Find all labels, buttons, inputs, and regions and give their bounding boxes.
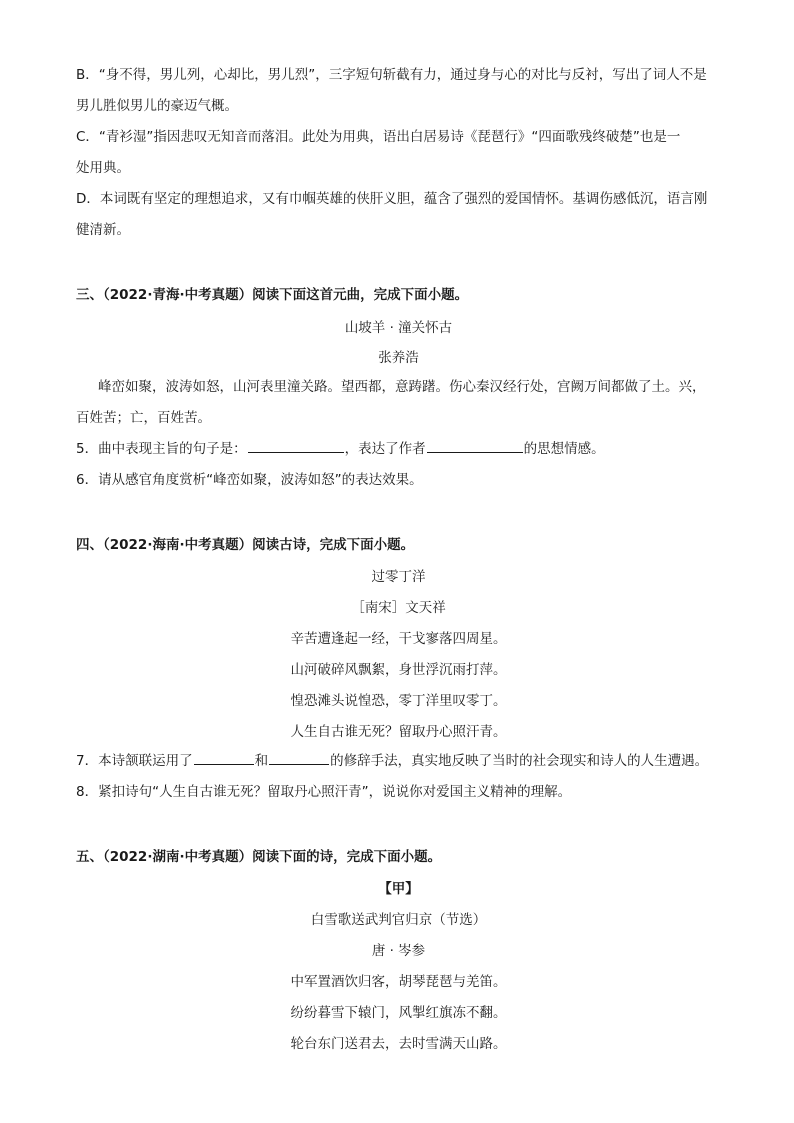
answer-blank-5b[interactable] — [427, 438, 523, 453]
question-7 — [76, 746, 721, 777]
section5-poem-author: 唐 · 岑参 — [371, 943, 426, 959]
section3-poem-author: 张养浩 — [378, 350, 419, 366]
section3-poem-title: 山坡羊 · 潼关怀古 — [344, 320, 453, 336]
section3-body-line2: 百姓苦；亡，百姓苦。 — [76, 410, 211, 426]
section4-poem-line: 山河破碎风飘絮，身世浮沉雨打萍。 — [290, 662, 507, 678]
section5-poem-line: 纷纷暮雪下辕门，风掣红旗冻不翻。 — [290, 1005, 507, 1021]
section5-heading: 五、（2022·湖南·中考真题）阅读下面的诗，完成下面小题。 — [76, 849, 442, 865]
question-7-text-a: 7．本诗颔联运用了 — [76, 753, 193, 769]
section4-heading: 四、（2022·海南·中考真题）阅读古诗，完成下面小题。 — [76, 537, 415, 553]
section4-poem-title: 过零丁洋 — [371, 569, 426, 585]
answer-blank-5a[interactable] — [248, 438, 344, 453]
option-d-line2: 健清新。 — [76, 222, 130, 238]
question-8: 8．紧扣诗句“人生自古谁无死？留取丹心照汗青”，说说你对爱国主义精神的理解。 — [76, 784, 572, 800]
option-c-line1: C．“青衫湿”指因悲叹无知音而落泪。此处为用典，语出白居易诗《琵琶行》“四面歌残终破楚”也是一 — [76, 129, 681, 145]
question-5-text-b: ，表达了作者 — [344, 441, 426, 457]
section4-poem-line: 人生自古谁无死？留取丹心照汗青。 — [290, 724, 507, 740]
option-b-line2: 男儿胜似男儿的豪迈气概。 — [76, 98, 238, 114]
answer-blank-7b[interactable] — [269, 750, 329, 765]
section5-poem-line: 中军置酒饮归客，胡琴琵琶与羌笛。 — [290, 974, 507, 990]
section5-label: 【甲】 — [378, 881, 419, 897]
answer-blank-7a[interactable] — [194, 750, 254, 765]
option-b-line1: B．“身不得，男儿列，心却比，男儿烈”，三字短句斩截有力，通过身与心的对比与反衬，写出了词人不是 — [76, 67, 707, 83]
section4-poem-line: 辛苦遭逢起一经，干戈寥落四周星。 — [290, 631, 507, 647]
section5-poem-title: 白雪歌送武判官归京（节选） — [310, 912, 487, 928]
section3-body-line1: 峰峦如聚，波涛如怒，山河表里潼关路。望西都，意踌躇。伤心秦汉经行处，宫阙万间都做了土。兴， — [98, 379, 706, 395]
section4-poem-line: 惶恐滩头说惶恐，零丁洋里叹零丁。 — [290, 693, 507, 709]
section5-poem-line: 轮台东门送君去，去时雪满天山路。 — [290, 1036, 507, 1052]
question-7-text-c: 的修辞手法，真实地反映了当时的社会现实和诗人的人生遭遇。 — [330, 753, 709, 769]
question-7-text-b: 和 — [254, 753, 269, 769]
section4-poem-author: ［南宋］文天祥 — [351, 600, 446, 616]
question-5-text-a: 5．曲中表现主旨的句子是： — [76, 441, 247, 457]
question-6: 6．请从感官角度赏析“峰峦如聚，波涛如怒”的表达效果。 — [76, 472, 423, 488]
section3-heading: 三、（2022·青海·中考真题）阅读下面这首元曲，完成下面小题。 — [76, 287, 469, 303]
option-d-line1: D．本词既有坚定的理想追求，又有巾帼英雄的侠肝义胆，蕴含了强烈的爱国情怀。基调伤感低沉，语言刚 — [76, 191, 708, 207]
question-5 — [76, 434, 721, 465]
question-5-text-c: 的思想情感。 — [523, 441, 605, 457]
option-c-line2: 处用典。 — [76, 160, 130, 176]
